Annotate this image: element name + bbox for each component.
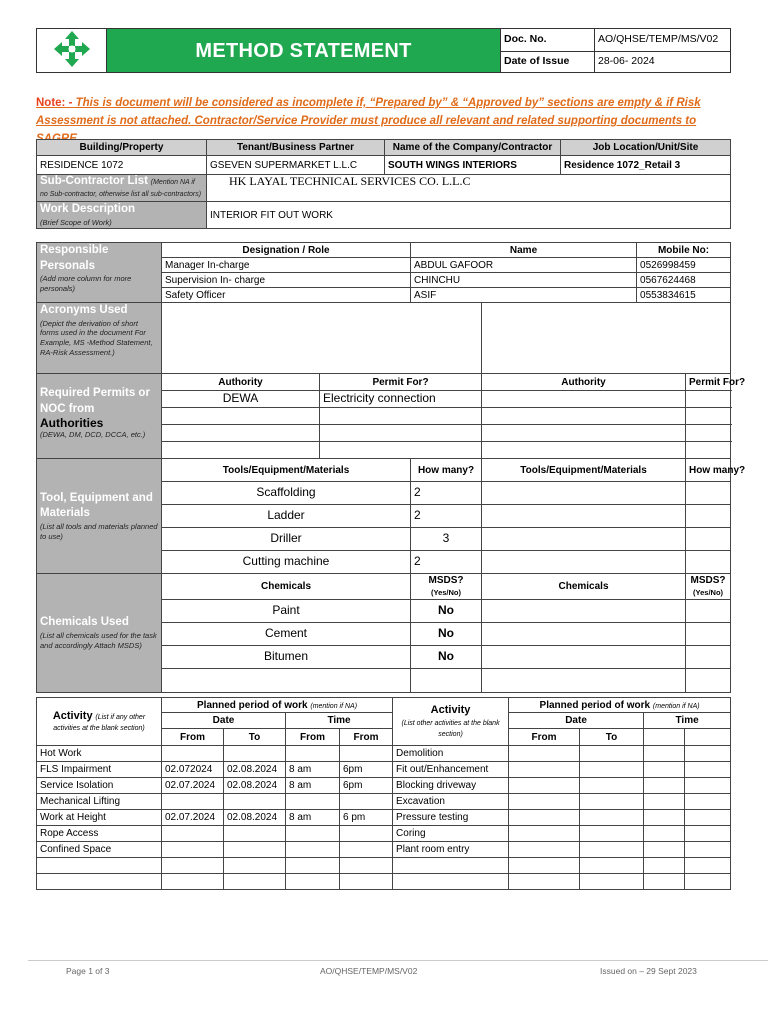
time-cell [644, 729, 685, 746]
permit-cell [320, 408, 482, 425]
chemical-name [482, 623, 686, 646]
tool-name: Scaffolding [162, 482, 411, 505]
time-header: Time [644, 713, 731, 729]
activity-right-name: Pressure testing [393, 810, 509, 826]
planned-note: (mention if NA) [310, 702, 358, 710]
activity-cell [580, 810, 644, 826]
activity-cell [644, 746, 685, 762]
building-value: RESIDENCE 1072 [37, 156, 207, 175]
acronyms-label: Acronyms Used [40, 304, 128, 316]
footer-issued-date: Issued on – 29 Sept 2023 [600, 966, 697, 976]
activity-cell [509, 762, 580, 778]
work-description-note: (Brief Scope of Work) [40, 217, 112, 227]
acronyms-cell [482, 303, 731, 374]
footer-page-number: Page 1 of 3 [66, 966, 110, 976]
activity-to-date: 02.08.2024 [224, 778, 286, 794]
building-header: Building/Property [37, 140, 207, 156]
personnel-role: Manager In-charge [162, 258, 411, 273]
mobile-header: Mobile No: [637, 243, 731, 258]
activity-label: Activity [52, 709, 93, 722]
activity-from-date [162, 826, 224, 842]
tool-name [482, 528, 686, 551]
chemical-name [482, 646, 686, 669]
activity-from-time: 8 am [286, 778, 340, 794]
work-description-label: Work Description [40, 203, 135, 215]
chemical-msds [686, 646, 731, 669]
chemical-msds: No [411, 623, 482, 646]
activity-name: Hot Work [37, 746, 162, 762]
document-title: METHOD STATEMENT [107, 29, 501, 73]
activity-to-date [224, 746, 286, 762]
activity-cell [580, 762, 644, 778]
designation-header: Designation / Role [162, 243, 411, 258]
permit-cell [686, 425, 731, 442]
permit-cell [686, 442, 731, 459]
activity-cell [162, 874, 224, 890]
activity-from-time [286, 794, 340, 810]
location-header: Job Location/Unit/Site [561, 140, 731, 156]
activity-to-date: 02.08.2024 [224, 810, 286, 826]
chemical-name: Cement [162, 623, 411, 646]
chemical-msds: No [411, 646, 482, 669]
activity-cell [685, 746, 731, 762]
permit-authority: DEWA [162, 391, 320, 408]
footer-doc-number: AO/QHSE/TEMP/MS/V02 [320, 966, 418, 976]
acronyms-note: (Depict the derivation of short forms used in the document For Example, MS -Method Statement, RA-Risk Assessment.) [40, 318, 153, 357]
location-value: Residence 1072_Retail 3 [561, 156, 731, 175]
permit-cell [162, 425, 320, 442]
issue-date-value: 28-06- 2024 [595, 51, 731, 73]
activity-right-note: (List other activities at the blank section) [401, 719, 500, 738]
chemical-msds [686, 623, 731, 646]
activity-cell [685, 858, 731, 874]
msds-header [411, 574, 482, 600]
activity-cell [580, 794, 644, 810]
activity-cell [509, 842, 580, 858]
subcontractor-label-cell [37, 175, 207, 202]
planned-label: Planned period of work [197, 699, 308, 711]
msds-header [686, 574, 731, 600]
tool-count: 3 [411, 528, 482, 551]
activity-right-name: Plant room entry [393, 842, 509, 858]
permits-label-cell [37, 374, 162, 459]
activity-name: Rope Access [37, 826, 162, 842]
planned-header [509, 698, 731, 713]
info-table [36, 139, 731, 229]
activity-right-label-cell [393, 698, 509, 746]
activity-from-date [162, 794, 224, 810]
tool-count [686, 505, 731, 528]
personnel-label-cell [37, 243, 162, 303]
chemical-msds [686, 669, 731, 693]
chemical-msds: No [411, 600, 482, 623]
activity-from-time [286, 842, 340, 858]
activity-to-date [224, 842, 286, 858]
note-label: Note: - [36, 97, 73, 109]
date-header: Date [509, 713, 644, 729]
chemicals-header: Chemicals [482, 574, 686, 600]
date-header: Date [162, 713, 286, 729]
permit-cell [320, 425, 482, 442]
activity-name: Work at Height [37, 810, 162, 826]
activity-cell [580, 746, 644, 762]
main-table [36, 242, 746, 693]
activity-to-time: 6 pm [340, 810, 393, 826]
tool-name [482, 505, 686, 528]
permit-for-header: Permit For? [320, 374, 482, 391]
planned-label: Planned period of work [539, 699, 651, 711]
activity-name: Service Isolation [37, 778, 162, 794]
activity-cell [509, 874, 580, 890]
personnel-mobile: 0553834615 [637, 288, 731, 303]
activity-cell [340, 858, 393, 874]
activity-cell [37, 874, 162, 890]
acronyms-label-cell [37, 303, 162, 374]
personnel-name: ABDUL GAFOOR [411, 258, 637, 273]
tenant-header: Tenant/Business Partner [207, 140, 385, 156]
subcontractor-value: HK LAYAL TECHNICAL SERVICES CO. L.L.C [207, 175, 731, 202]
activity-cell [37, 858, 162, 874]
permit-cell [686, 408, 731, 425]
activity-cell [286, 874, 340, 890]
activity-label-cell [37, 698, 162, 746]
activity-from-date: 02.07.2024 [162, 778, 224, 794]
tools-label-cell [37, 459, 162, 574]
chemical-name [162, 669, 411, 693]
activity-cell [685, 762, 731, 778]
permit-cell [162, 408, 320, 425]
activity-to-date: 02.08.2024 [224, 762, 286, 778]
activity-right-name: Fit out/Enhancement [393, 762, 509, 778]
work-description-label-cell [37, 202, 207, 229]
activity-cell [644, 762, 685, 778]
activity-to-time: 6pm [340, 778, 393, 794]
tool-count [686, 551, 731, 574]
activity-from-date: 02.07.2024 [162, 810, 224, 826]
activity-name: FLS Impairment [37, 762, 162, 778]
activity-to-time [340, 794, 393, 810]
to-header: To [224, 729, 286, 746]
activity-from-time [286, 746, 340, 762]
authority-header: Authority [482, 374, 686, 391]
activity-to-time [340, 826, 393, 842]
permits-label-authorities: Authorities [40, 416, 104, 431]
activity-name: Mechanical Lifting [37, 794, 162, 810]
activity-from-time [286, 826, 340, 842]
chemicals-header: Chemicals [162, 574, 411, 600]
activity-cell [644, 842, 685, 858]
logo-cell [37, 29, 107, 73]
chemical-msds [686, 600, 731, 623]
permit-cell [482, 442, 686, 459]
personnel-role: Safety Officer [162, 288, 411, 303]
footer-divider [28, 960, 768, 961]
activity-cell [644, 858, 685, 874]
tool-name [482, 482, 686, 505]
activity-cell [685, 778, 731, 794]
activity-cell [685, 826, 731, 842]
authority-header: Authority [162, 374, 320, 391]
activity-to-time [340, 746, 393, 762]
tools-note: (List all tools and materials planned to use) [40, 521, 158, 541]
chemical-name [482, 600, 686, 623]
to-header: To [580, 729, 644, 746]
how-many-header: How many? [411, 459, 482, 482]
activity-cell [393, 858, 509, 874]
permit-cell [162, 442, 320, 459]
tools-header: Tools/Equipment/Materials [162, 459, 411, 482]
permit-for [686, 391, 731, 408]
permit-cell [482, 408, 686, 425]
tool-name: Ladder [162, 505, 411, 528]
chemical-name: Bitumen [162, 646, 411, 669]
time-cell [685, 729, 731, 746]
activity-cell [580, 826, 644, 842]
name-header: Name [411, 243, 637, 258]
company-header: Name of the Company/Contractor [385, 140, 561, 156]
personnel-mobile: 0526998459 [637, 258, 731, 273]
activity-right-name: Blocking driveway [393, 778, 509, 794]
activity-to-time: 6pm [340, 762, 393, 778]
tenant-value: GSEVEN SUPERMARKET L.L.C [207, 156, 385, 175]
doc-no-value: AO/QHSE/TEMP/MS/V02 [595, 29, 731, 52]
activity-from-time: 8 am [286, 762, 340, 778]
activity-right-name: Excavation [393, 794, 509, 810]
activity-right-label: Activity [430, 704, 471, 717]
tool-name [482, 551, 686, 574]
issue-date-label: Date of Issue [501, 51, 595, 73]
activity-to-date [224, 794, 286, 810]
activity-cell [509, 810, 580, 826]
activity-cell [580, 858, 644, 874]
msds-header-note: (Yes/No) [431, 587, 462, 597]
from-header: From [340, 729, 393, 746]
acronyms-cell [162, 303, 482, 374]
activity-cell [340, 874, 393, 890]
tools-header: Tools/Equipment/Materials [482, 459, 686, 482]
personnel-role: Supervision In- charge [162, 273, 411, 288]
tools-label: Tool, Equipment and Materials [40, 491, 153, 520]
personnel-label: Responsible Personals [40, 244, 109, 272]
permit-cell [482, 425, 686, 442]
msds-header-label: MSDS? [428, 575, 464, 586]
activity-cell [509, 826, 580, 842]
planned-header [162, 698, 393, 713]
activity-from-date [162, 842, 224, 858]
from-header: From [162, 729, 224, 746]
tool-name: Driller [162, 528, 411, 551]
chemicals-note: (List all chemicals used for the task and accordingly Attach MSDS) [40, 631, 157, 650]
activity-cell [580, 874, 644, 890]
activity-cell [393, 874, 509, 890]
chemical-msds [411, 669, 482, 693]
time-header: Time [286, 713, 393, 729]
activity-cell [685, 842, 731, 858]
green-arrows-logo-icon [52, 29, 92, 69]
from-header: From [286, 729, 340, 746]
how-many-header: How many? [686, 459, 731, 482]
note-text: This is document will be considered as incomplete if, “Prepared by” & “Approved by” sections are empty & if Risk Assessment is not attached. Contractor/Service Provider must produce all relevant and related supporting documents to [36, 97, 701, 127]
activity-label-note: (List if any other activities at the blank section) [53, 713, 146, 733]
personnel-name: ASIF [411, 288, 637, 303]
tool-count: 2 [411, 551, 482, 574]
activity-cell [286, 858, 340, 874]
activity-from-time: 8 am [286, 810, 340, 826]
chemicals-label-cell [37, 574, 162, 693]
activity-cell [644, 810, 685, 826]
header-table [36, 28, 731, 73]
activity-cell [644, 874, 685, 890]
permits-note: (DEWA, DM, DCD, DCCA, etc.) [40, 430, 146, 440]
activity-cell [644, 826, 685, 842]
activity-cell [509, 794, 580, 810]
activity-from-date: 02.072024 [162, 762, 224, 778]
activity-cell [685, 810, 731, 826]
from-header: From [509, 729, 580, 746]
personnel-name: CHINCHU [411, 273, 637, 288]
tool-count [686, 482, 731, 505]
activity-cell [224, 874, 286, 890]
permit-cell [320, 442, 482, 459]
chemical-name: Paint [162, 600, 411, 623]
chemical-name [482, 669, 686, 693]
tool-name: Cutting machine [162, 551, 411, 574]
permits-label: Required Permits or NOC from [40, 387, 150, 415]
personnel-mobile: 0567624468 [637, 273, 731, 288]
tool-count: 2 [411, 505, 482, 528]
activity-cell [162, 858, 224, 874]
doc-no-label: Doc. No. [501, 29, 595, 52]
activity-cell [509, 746, 580, 762]
activity-cell [685, 874, 731, 890]
activity-cell [580, 778, 644, 794]
activity-name: Confined Space [37, 842, 162, 858]
work-description-value: INTERIOR FIT OUT WORK [207, 202, 731, 229]
subcontractor-note: (Mention NA if no Sub-contractor, otherwise list all sub-contractors) [40, 179, 202, 198]
msds-header-note: (Yes/No) [693, 587, 724, 597]
activity-cell [685, 794, 731, 810]
chemicals-label: Chemicals Used [40, 616, 129, 629]
activity-table [36, 697, 731, 890]
activity-cell [509, 778, 580, 794]
tool-count: 2 [411, 482, 482, 505]
activity-to-date [224, 826, 286, 842]
planned-note: (mention if NA) [652, 702, 700, 710]
permit-for-header: Permit For? [686, 374, 731, 391]
msds-header-label: MSDS? [690, 575, 726, 586]
activity-right-name: Demolition [393, 746, 509, 762]
company-value: SOUTH WINGS INTERIORS [385, 156, 561, 175]
subcontractor-label: Sub-Contractor List [40, 175, 148, 187]
activity-from-date [162, 746, 224, 762]
permit-authority [482, 391, 686, 408]
activity-cell [644, 794, 685, 810]
activity-to-time [340, 842, 393, 858]
personnel-note: (Add more column for more personals) [40, 274, 132, 293]
activity-cell [224, 858, 286, 874]
activity-cell [580, 842, 644, 858]
activity-right-name: Coring [393, 826, 509, 842]
permit-for: Electricity connection [320, 391, 482, 408]
activity-cell [644, 778, 685, 794]
activity-cell [509, 858, 580, 874]
tool-count [686, 528, 731, 551]
